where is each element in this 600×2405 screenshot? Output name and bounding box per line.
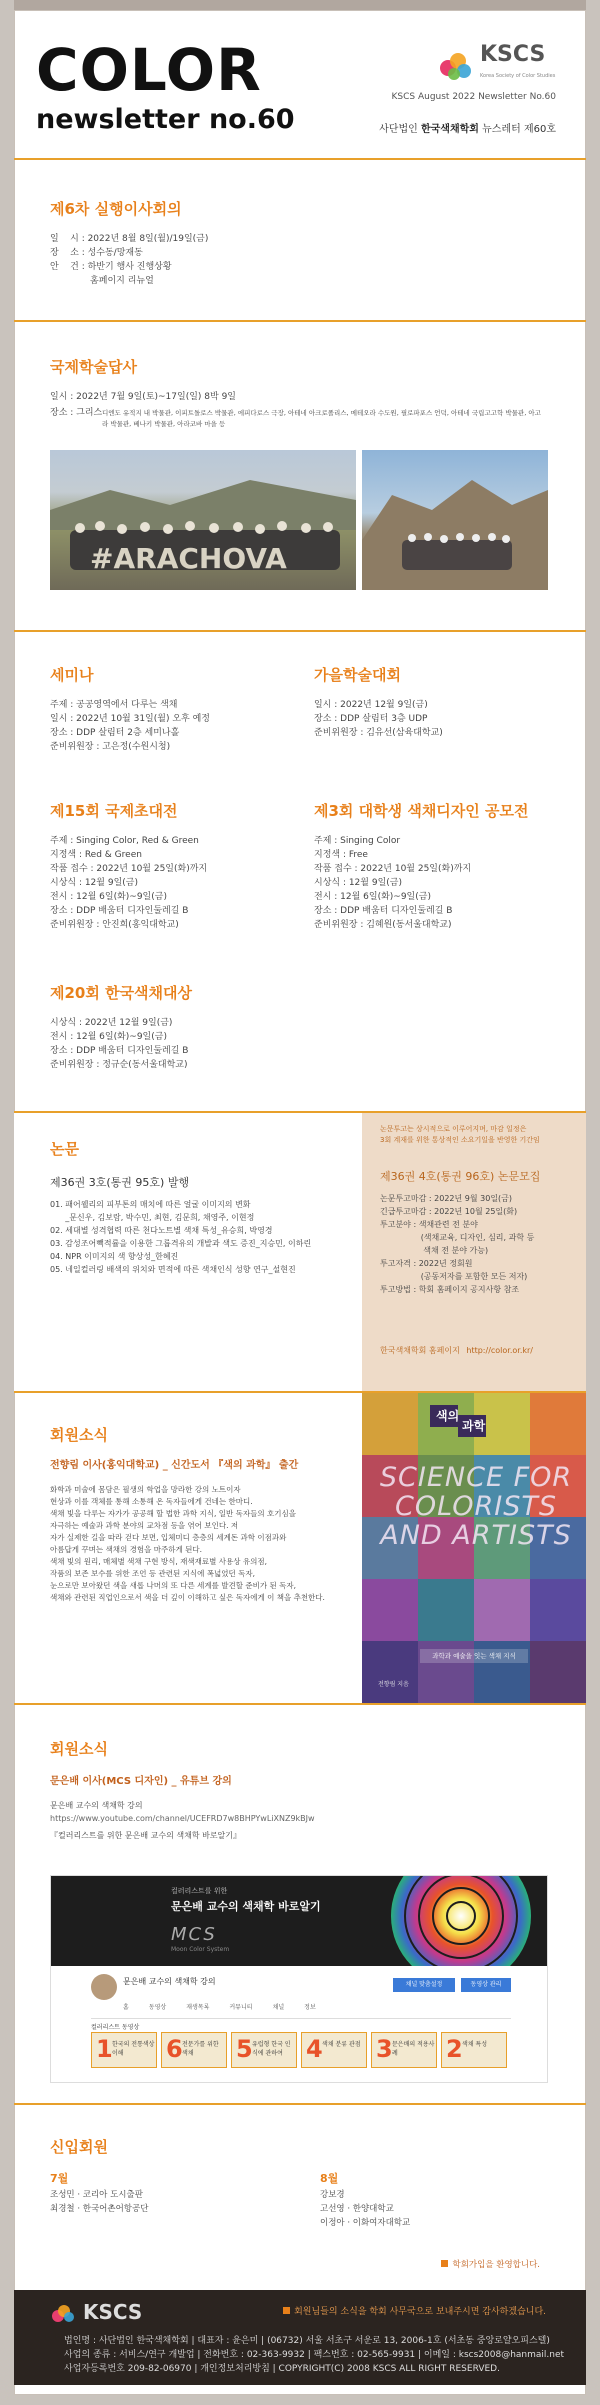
homepage-label: 한국색채학회 홈페이지 bbox=[380, 1346, 460, 1355]
news2-line1: 문은배 교수의 색채학 강의 bbox=[50, 1801, 143, 1810]
channel-name[interactable]: 문은배 교수의 색채학 강의 bbox=[123, 1977, 216, 1986]
august-label: 8월 bbox=[320, 2172, 339, 2185]
thumbnail-caption: 색채 특성 bbox=[462, 2041, 488, 2048]
trip-place: 장소 : 그리스 bbox=[50, 408, 103, 418]
customize-channel-button[interactable]: 채널 맞춤설정 bbox=[393, 1978, 455, 1992]
homepage-link[interactable] bbox=[380, 1345, 533, 1356]
footer-note-text: 회원님들의 소식을 학회 사무국으로 보내주시면 감사하겠습니다. bbox=[294, 2307, 546, 2317]
papers-list: 01. 패어웰리의 피부톤의 매치에 따른 얼굴 이미지의 변화 _문신우, 김보람, 박수민, 최현, 김문희, 채영주, 이현정 02. 세대별 성격협력 따른 천다노트별 색채 특성_유승희, 박영경 03. 감성조어빽적률을 이용한 그룹격유의 개발과 색도 증진_지승민, 이하린 04. NPR 이미지의 색 향상성_한혜진 05. 네일컬러링 배색의 위치와 면적에 따른 색채인식 성향 연구_설현진 bbox=[50, 1200, 312, 1274]
thumbnail-number: 2 bbox=[446, 2035, 463, 2063]
video-thumbnail[interactable] bbox=[231, 2032, 297, 2068]
award-details: 시상식 : 2022년 12월 9일(금) 전시 : 12월 6일(화)~9일(금) 장소 : DDP 배움터 디자인둘레길 B 준비위원장 : 정규순(동서울대학교) bbox=[50, 1018, 189, 1070]
board-details: 일 시 : 2022년 8월 8일(월)/19일(금) 장 소 : 성수동/망재동 안 건 : 하반기 행사 진행상황 홈페이지 리뉴얼 bbox=[50, 234, 209, 286]
logo-text: KSCS bbox=[480, 42, 546, 67]
news2-headline: 문은배 이사(MCS 디자인) _ 유튜브 강의 bbox=[50, 1776, 232, 1787]
call-title: 제36권 4호(통권 96호) 논문모집 bbox=[380, 1170, 541, 1183]
logo-tagline: Korea Society of Color Studies bbox=[480, 73, 556, 79]
trip-photo-monastery bbox=[362, 450, 548, 590]
trip-photo-art-2 bbox=[362, 450, 548, 590]
thumbnail-caption: 유럽형 한국 인식에 관하여 bbox=[252, 2041, 291, 2057]
thumbnail-number: 3 bbox=[376, 2035, 393, 2063]
kscs-logo[interactable] bbox=[436, 42, 556, 98]
news2-title: 회원소식 bbox=[50, 1740, 108, 1758]
video-thumbnail[interactable] bbox=[91, 2032, 157, 2068]
manage-videos-button[interactable]: 동영상 관리 bbox=[461, 1978, 511, 1992]
welcome-text: 학회가입을 환영합니다. bbox=[452, 2260, 540, 2270]
autumn-title: 가을학술대회 bbox=[314, 666, 401, 684]
video-thumbnails bbox=[91, 2032, 507, 2068]
homepage-url[interactable]: http://color.or.kr/ bbox=[466, 1346, 533, 1355]
video-thumbnail[interactable] bbox=[301, 2032, 367, 2068]
cover-title-2: 과학 bbox=[462, 1419, 486, 1433]
cover-author: 전향림 지음 bbox=[378, 1681, 409, 1688]
tab-videos[interactable]: 동영상 bbox=[148, 2004, 167, 2011]
new-members-title: 신입회원 bbox=[50, 2138, 108, 2156]
tab-playlists[interactable]: 재생목록 bbox=[186, 2004, 210, 2011]
channel-banner-art bbox=[51, 1876, 548, 1966]
divider bbox=[14, 2103, 586, 2105]
channel-avatar[interactable] bbox=[91, 1974, 117, 2000]
footer-info: 법인명 : 사단법인 한국색채학회 | 대표자 : 윤은미 | (06732) 서울 서초구 서운로 13, 2006-1호 (서초동 중앙로얄오피스텔) 사업의 종류 : 서비스/연구 개발업 | 전화번호 : 02-363-9932 | 팩스번호 : 02-565-9931 | 이메일 : kscs2008@hanmail.net 사업자등록번호 209-82-06970 | 개인정보처리방침 | COPYRIGHT(C) 2008 KSCS ALL RIGHT RESERVED. bbox=[64, 2336, 565, 2374]
divider bbox=[14, 320, 586, 322]
news1-headline: 전향림 이사(홍익대학교) _ 신간도서 『색의 과학』 출간 bbox=[50, 1460, 299, 1471]
thumbnail-caption: 한국의 전통색상 이해 bbox=[112, 2041, 155, 2057]
banner-logo: MCS bbox=[171, 1924, 217, 1945]
youtube-channel-screenshot[interactable] bbox=[50, 1875, 548, 2083]
trip-date: 일시 : 2022년 7월 9일(토)~17일(일) 8박 9일 bbox=[50, 392, 236, 402]
board-title: 제6차 실행이사회의 bbox=[50, 200, 182, 218]
july-label: 7월 bbox=[50, 2172, 69, 2185]
thumbnail-caption: 색채 분류 관점 bbox=[322, 2041, 361, 2048]
trip-title: 국제학술답사 bbox=[50, 358, 137, 376]
cover-big-text: SCIENCE FOR COLORISTS AND ARTISTS bbox=[379, 1462, 573, 1551]
tab-channels[interactable]: 채널 bbox=[272, 2004, 285, 2011]
call-details: 논문투고마감 : 2022년 9월 30일(금) 긴급투고마감 : 2022년 10월 25일(화) 투고분야 : 색채관련 전 분야 (색채교육, 디자인, 심리, 과학 등 색채 전 분야 가능) 투고자격 : 2022년 정회원 (공동저자를 포함한 모든 저자) 투고방법 : 학회 홈페이지 공지사항 참조 bbox=[380, 1194, 535, 1294]
thumbnail-number: 4 bbox=[306, 2035, 323, 2063]
news1-title: 회원소식 bbox=[50, 1426, 108, 1444]
student-details: 주제 : Singing Color 지정색 : Free 작품 접수 : 2022년 10월 25일(화)까지 시상식 : 12월 9일(금) 전시 : 12월 6일(화)~9일(금) 장소 : DDP 배움터 디자인둘레길 B 준비위원장 : 김혜원(동서울대학교) bbox=[314, 836, 472, 930]
header bbox=[36, 36, 566, 150]
thumbnail-number: 5 bbox=[236, 2035, 253, 2063]
square-bullet-icon bbox=[441, 2260, 448, 2267]
divider bbox=[14, 1703, 586, 1705]
award-title: 제20회 한국색채대상 bbox=[50, 984, 193, 1002]
playlist-label: 컬러리스트 동영상 bbox=[91, 2024, 140, 2031]
tab-home[interactable]: 홈 bbox=[123, 2004, 129, 2011]
thumbnail-caption: 문은배의 적용사례 bbox=[392, 2041, 435, 2057]
papers-title: 논문 bbox=[50, 1140, 79, 1158]
publisher-prefix: 사단법인 bbox=[379, 124, 418, 135]
banner-small-text: 컬러리스트를 위한 bbox=[171, 1887, 228, 1895]
thumbnail-number: 6 bbox=[166, 2035, 183, 2063]
video-thumbnail[interactable] bbox=[441, 2032, 507, 2068]
youtube-url[interactable]: https://www.youtube.com/channel/UCEFRD7w8BHPYwLiXNZ9kBJw bbox=[50, 1814, 315, 1823]
banner-logo-sub: Moon Color System bbox=[171, 1946, 230, 1953]
channel-banner bbox=[51, 1876, 548, 1966]
banner-title: 문은배 교수의 색채학 바로알기 bbox=[171, 1900, 321, 1913]
august-members: 강보경 고선영 · 한양대학교 이정아 · 이화여자대학교 bbox=[320, 2190, 411, 2228]
newsletter-title: COLOR bbox=[36, 36, 262, 104]
tab-about[interactable]: 정보 bbox=[304, 2004, 316, 2011]
divider bbox=[14, 630, 586, 632]
seminar-title: 세미나 bbox=[50, 666, 94, 684]
video-thumbnail[interactable] bbox=[371, 2032, 437, 2068]
publisher-name: 한국색채학회 bbox=[420, 124, 479, 135]
divider bbox=[14, 158, 586, 160]
invited-details: 주제 : Singing Color, Red & Green 지정색 : Red & Green 작품 접수 : 2022년 10월 25일(화)까지 시상식 : 12월 9일(금) 전시 : 12월 6일(화)~9일(금) 장소 : DDP 배움터 디자인둘레길 B 준비위원장 : 안진희(홍익대학교) bbox=[50, 836, 208, 930]
footer-logo-text: KSCS bbox=[82, 2300, 143, 2324]
top-border bbox=[14, 0, 586, 10]
publisher-suffix: 뉴스레터 제60호 bbox=[482, 124, 556, 135]
news1-body: 화학과 미술에 몸담은 필생의 학업을 망라한 강의 노트이자 현상과 이를 객체를 통해 소통해 온 독자들에게 건네는 한마디. 색채 빛을 다루는 자가가 공공해 할 법한 과학 지식, 일반 독자들의 호기심을 자극하는 예술과 과학 분야의 교차점 등을 엮어 보인다. 저 자가 실제한 길을 따라 걷다 보면, 입체미디 층층의 세계돈 과학 이점과와 아름답게 꾸며는 색채의 경험을 마주하게 된다. 색채 빛의 원리, 매체별 색채 구현 방식, 재색재료별 사용상 유의점, 작품의 보존 보수를 위한 조언 등 관련된 지식에 폭넓었던 독자, 눈으로만 보아왔던 색을 새롭 나머의 또 다른 세계를 발견할 준비가 된 독자, 색채와 관련된 직업인으로서 색을 더 깊이 이해하고 싶은 독자에게 이 책을 추천한다. bbox=[50, 1485, 325, 1602]
news2-line3: 『컬러리스트를 위한 문은배 교수의 색채학 바로알기』 bbox=[50, 1831, 242, 1840]
papers-issue: 제36권 3호(통권 95호) 발행 bbox=[50, 1176, 190, 1189]
tab-community[interactable]: 커뮤니티 bbox=[229, 2004, 253, 2011]
thumbnail-number: 1 bbox=[96, 2035, 113, 2063]
footer-note bbox=[283, 2304, 546, 2317]
autumn-details: 일시 : 2022년 12월 9일(금) 장소 : DDP 살림터 3층 UDP 준비위원장 : 김유선(삼육대학교) bbox=[314, 700, 443, 738]
cover-subtitle: 과학과 예술을 잇는 색채 지식 bbox=[420, 1649, 528, 1663]
video-thumbnail[interactable] bbox=[161, 2032, 227, 2068]
kscs-logo-icon bbox=[436, 48, 476, 82]
student-title: 제3회 대학생 색채디자인 공모전 bbox=[314, 802, 529, 820]
footer bbox=[14, 2290, 586, 2385]
photo-sign-text: #ARACHOVA bbox=[90, 542, 287, 575]
invited-title: 제15회 국제초대전 bbox=[50, 802, 178, 820]
channel-tabs bbox=[123, 2002, 316, 2011]
welcome-message bbox=[441, 2258, 540, 2270]
footer-logo-icon bbox=[50, 2303, 76, 2325]
trip-photo-group bbox=[50, 450, 356, 590]
seminar-details: 주제 : 공공영역에서 다루는 색채 일시 : 2022년 10월 31일(월) 오후 예정 장소 : DDP 살림터 2층 세미나홀 준비위원장 : 고은정(수원시청) bbox=[50, 700, 210, 752]
publisher-line bbox=[379, 120, 556, 135]
call-note: 논문투고는 상시적으로 이루어지며, 마감 일정은 3회 계재를 위한 통상적인 소요기일을 반영한 기간임 bbox=[380, 1125, 540, 1144]
book-cover[interactable] bbox=[362, 1393, 586, 1703]
footer-logo[interactable] bbox=[50, 2300, 142, 2325]
july-members: 조성민 · 코리아 도시출판 최경철 · 한국어촌어항공단 bbox=[50, 2190, 149, 2214]
square-bullet-icon bbox=[283, 2307, 290, 2314]
cover-title-1: 색의 bbox=[436, 1409, 460, 1423]
trip-place-detail: 디엔도 유적지 내 박물관, 이피트돌로스 박물관, 에피다로스 극장, 아테네 아크로폴리스, 메테오라 수도원, 필로파포스 언덕, 아테네 국립고고학 박물관, 아고라 박물관, 베나키 박물관, 아라코바 마을 등 bbox=[102, 409, 541, 428]
newsletter-issue-title: newsletter no.60 bbox=[36, 104, 295, 135]
trip-photo-art bbox=[50, 450, 356, 590]
issue-line: KSCS August 2022 Newsletter No.60 bbox=[391, 92, 556, 102]
thumbnail-caption: 전문가를 위한 색채 bbox=[182, 2041, 219, 2057]
tabs-divider bbox=[91, 2018, 511, 2019]
